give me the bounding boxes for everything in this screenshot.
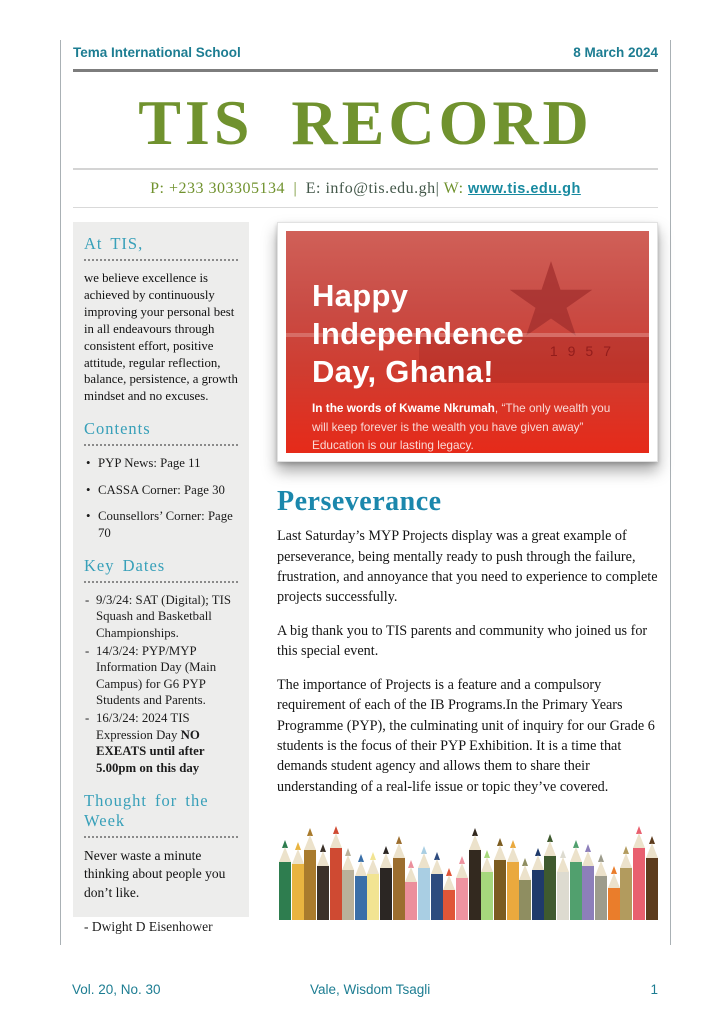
email-address: E: info@tis.edu.gh| — [305, 179, 440, 197]
key-date-item: - 14/3/24: PYP/MYP Information Day (Main Campus) for G6 PYP Students and Parents. — [84, 643, 238, 710]
banner-quote: In the words of Kwame Nkrumah, “The only wealth you will keep forever is the wealth you have given away” Education is our lasting legacy. — [312, 401, 611, 453]
issue-date: 8 March 2024 — [573, 45, 658, 60]
pencil — [431, 852, 443, 920]
sidebar — [73, 222, 249, 935]
at-tis-text: we believe excellence is achieved by continuously improving your personal best in all endeavours through consistent effort, positive attitude, regular reflection, balance, persistence, a growth mindset and no excuses. — [84, 271, 238, 404]
pencil — [292, 842, 304, 920]
pencil — [405, 860, 417, 920]
article-heading: Perseverance — [277, 486, 442, 518]
pencils-illustration — [279, 820, 658, 920]
contents-heading: Contents — [84, 419, 151, 439]
dotted-divider — [84, 581, 238, 583]
pencil — [418, 846, 430, 920]
contact-line — [73, 180, 658, 198]
pencil — [317, 844, 329, 920]
pencil — [544, 834, 556, 920]
article — [277, 486, 658, 797]
key-dates-heading: Key Dates — [84, 555, 166, 575]
footer-center-text: Vale, Wisdom Tsagli — [310, 982, 431, 997]
contents-item: • CASSA Corner: Page 30 — [84, 482, 238, 499]
dotted-divider — [84, 259, 238, 261]
article-paragraph: A big thank you to TIS parents and community who joined us for this special event. — [277, 622, 648, 660]
web-label: W: — [443, 179, 464, 197]
pencil — [633, 826, 645, 920]
school-name: Tema International School — [73, 45, 241, 60]
pencil — [532, 848, 544, 920]
pencil — [279, 840, 291, 920]
contents-item: • PYP News: Page 11 — [84, 455, 238, 472]
article-paragraph: The importance of Projects is a feature and a compulsory requirement of each of the IB Programs.In the Primary Years Programme (PYP), the culminating unit of inquiry for our Grade 6 students is the focus of their PYP Exhibition. It is a time that demands student agency and allows them to share their understanding of a real-life issue or topic they’ve covered. — [277, 676, 655, 795]
contents-list — [84, 455, 238, 542]
newsletter-title: TIS RECORD — [138, 87, 593, 158]
key-dates-list — [84, 592, 238, 777]
page-border-frame — [60, 40, 671, 945]
pencil — [355, 854, 367, 920]
pencil — [595, 854, 607, 920]
pencil — [443, 868, 455, 920]
contents-item: • Counsellors’ Corner: Page 70 — [84, 508, 238, 541]
pencil — [367, 852, 379, 920]
pencil — [481, 850, 493, 920]
pencil — [582, 844, 594, 920]
pencil — [380, 846, 392, 920]
volume-number: Vol. 20, No. 30 — [72, 982, 161, 997]
banner-image — [286, 231, 649, 453]
page-number: 1 — [650, 982, 658, 997]
pencil — [393, 836, 405, 920]
thought-quote: Never waste a minute thinking about people you don’t like. — [84, 847, 226, 901]
pencil — [342, 848, 354, 920]
masthead-top-row — [73, 40, 658, 60]
banner-title: Happy Independence Day, Ghana! — [312, 278, 525, 390]
dotted-divider — [84, 444, 238, 446]
thought-heading: Thought for the Week — [84, 790, 209, 830]
pencil — [608, 866, 620, 920]
pencil — [330, 826, 342, 920]
pencil — [620, 846, 632, 920]
pencil — [519, 858, 531, 920]
pencil — [304, 828, 316, 920]
main-column — [277, 222, 658, 920]
contact-separator: | — [293, 179, 298, 197]
thought-attribution: - Dwight D Eisenhower — [84, 919, 213, 935]
banner-year: 1957 — [549, 343, 621, 360]
phone-number: P: +233 303305134 — [150, 179, 286, 197]
key-date-item: - 16/3/24: 2024 TIS Expression Day NO EXEATS until after 5.00pm on this day — [84, 710, 238, 777]
pencil — [456, 856, 468, 920]
header-rule — [73, 69, 658, 72]
dotted-divider — [84, 836, 238, 838]
title-divider — [73, 168, 658, 170]
key-date-item: - 9/3/24: SAT (Digital); TIS Squash and Basketball Championships. — [84, 592, 238, 642]
pencil — [494, 838, 506, 920]
article-paragraph: Last Saturday’s MYP Projects display was a great example of perseverance, being mentally ready to push through the failure, frustration, and annoyance that you need to experience to complete projects successfully. — [277, 528, 658, 606]
independence-day-banner — [277, 222, 658, 462]
contact-divider — [73, 207, 658, 209]
pencil — [507, 840, 519, 920]
pencil — [469, 828, 481, 920]
at-tis-heading: At TIS, — [84, 234, 144, 254]
pencil — [557, 850, 569, 920]
pencil — [646, 836, 658, 920]
pencil — [570, 840, 582, 920]
website-link[interactable]: www.tis.edu.gh — [468, 180, 581, 197]
